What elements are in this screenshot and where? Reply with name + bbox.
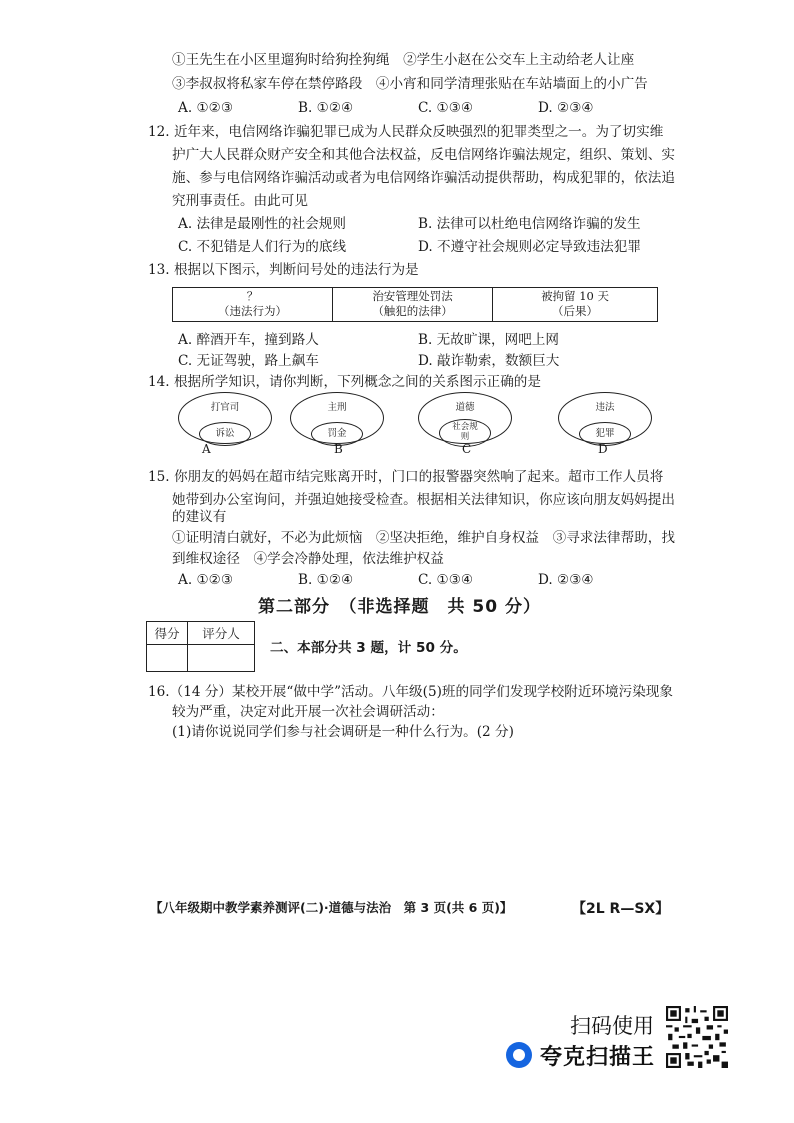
- q13-cell-law-value: 治安管理处罚法: [372, 289, 453, 303]
- q12-stem-line-1: 12. 近年来，电信网络诈骗犯罪已成为人民群众反映强烈的犯罪类型之一。为了切实维: [148, 124, 664, 140]
- q13-cell-law-label: （触犯的法律）: [372, 304, 453, 318]
- footer-right: 【2L R—SX】: [572, 901, 670, 917]
- q13-cell-law: [333, 288, 493, 322]
- q12-stem-line-2: 护广大人民群众财产安全和其他合法权益，反电信网络诈骗法规定，组织、策划、实: [172, 147, 675, 163]
- q14-stem: 14. 根据所学知识，请你判断，下列概念之间的关系图示正确的是: [148, 374, 541, 390]
- q12-option-b: B. 法律可以杜绝电信网络诈骗的发生: [418, 216, 641, 232]
- q16-stem-line-1: 16.（14 分）某校开展“做中学”活动。八年级(5)班的同学们发现学校附近环境污染现象: [148, 684, 673, 700]
- q13-cell-consequence: [493, 288, 658, 322]
- q13-option-c: C. 无证驾驶，路上飙车: [178, 353, 319, 369]
- q15-stem-line-3: 的建议有: [172, 509, 227, 525]
- q14-diagram-c-inner-label: 社会规则: [452, 422, 478, 442]
- q15-statement-line-2: 到维权途径 ④学会冷静处理，依法维护权益: [172, 551, 444, 567]
- q11-statement-line-2: ③李叔叔将私家车停在禁停路段 ④小宵和同学清理张贴在车站墙面上的小广告: [172, 76, 648, 92]
- q13-flow-table: [172, 287, 658, 322]
- q13-option-b: B. 无故旷课，网吧上网: [418, 332, 559, 348]
- q12-option-c: C. 不犯错是人们行为的底线: [178, 239, 347, 255]
- q15-stem-line-1: 15. 你朋友的妈妈在超市结完账离开时，门口的报警器突然响了起来。超市工作人员将: [148, 469, 664, 485]
- q12-option-a: A. 法律是最刚性的社会规则: [178, 216, 346, 232]
- quark-logo-icon: [506, 1042, 532, 1068]
- q14-diagram-d: [558, 392, 658, 454]
- q11-option-c: C. ①③④: [418, 100, 474, 116]
- qr-code-icon[interactable]: [666, 1006, 728, 1068]
- q14-diagram-c-outer-label: 道德: [455, 402, 475, 413]
- q13-cell-violation-value: ？: [246, 289, 259, 303]
- q14-diagram-b-inner-label: 罚金: [327, 428, 347, 439]
- q15-option-a: A. ①②③: [178, 572, 234, 588]
- q14-diagram-c-caption: C: [462, 442, 472, 456]
- q15-stem-line-2: 她带到办公室询问，并强迫她接受检查。根据相关法律知识，你应该向朋友妈妈提出: [172, 492, 675, 508]
- part2-title: 第二部分 （非选择题 共 50 分）: [258, 597, 541, 617]
- q15-option-b: B. ①②④: [298, 572, 354, 588]
- q16-stem-line-2: 较为严重，决定对此开展一次社会调研活动：: [172, 704, 444, 720]
- q13-cell-violation-label: （违法行为）: [218, 304, 288, 318]
- q14-diagram-a-inner-label: 诉讼: [215, 428, 235, 439]
- q14-diagram-b-caption: B: [334, 442, 343, 456]
- score-box: [146, 621, 255, 672]
- score-cell[interactable]: [147, 645, 188, 672]
- q13-stem: 13. 根据以下图示，判断问号处的违法行为是: [148, 262, 419, 278]
- q14-diagram-d-caption: D: [598, 442, 608, 456]
- grader-label: 评分人: [188, 622, 255, 645]
- q13-option-a: A. 醉酒开车，撞到路人: [178, 332, 319, 348]
- q12-stem-line-3: 施、参与电信网络诈骗活动或者为电信网络诈骗活动提供帮助，构成犯罪的，依法追: [172, 170, 675, 186]
- q15-option-d: D. ②③④: [538, 572, 594, 588]
- q15-option-c: C. ①③④: [418, 572, 474, 588]
- scan-to-use-text: 扫码使用: [570, 1014, 654, 1038]
- q16-subquestion-1: (1)请你说说同学们参与社会调研是一种什么行为。(2 分): [172, 724, 514, 740]
- q11-option-a: A. ①②③: [178, 100, 234, 116]
- q14-diagram-b-outer-label: 主刑: [327, 402, 347, 413]
- q14-diagram-a: [178, 392, 278, 454]
- q14-diagram-d-outer-label: 违法: [595, 402, 615, 413]
- q13-cell-consequence-value: 被拘留 10 天: [541, 289, 610, 303]
- q14-diagram-b: [290, 392, 390, 454]
- part2-instruction: 二、本部分共 3 题，计 50 分。: [270, 640, 467, 656]
- q11-option-b: B. ①②④: [298, 100, 354, 116]
- q11-statement-line-1: ①王先生在小区里遛狗时给狗拴狗绳 ②学生小赵在公交车上主动给老人让座: [172, 52, 635, 68]
- q13-cell-consequence-label: （后果）: [552, 304, 599, 318]
- q14-diagram-c: [418, 392, 518, 454]
- q13-option-d: D. 敲诈勒索，数额巨大: [418, 353, 560, 369]
- footer-left: 【八年级期中教学素养测评(二)·道德与法治 第 3 页(共 6 页)】: [150, 900, 513, 915]
- q12-option-d: D. 不遵守社会规则必定导致违法犯罪: [418, 239, 641, 255]
- grader-cell[interactable]: [188, 645, 255, 672]
- q14-diagram-a-caption: A: [202, 442, 211, 456]
- scanner-brand: [506, 1040, 655, 1070]
- score-label: 得分: [147, 622, 188, 645]
- q15-statement-line-1: ①证明清白就好，不必为此烦恼 ②坚决拒绝，维护自身权益 ③寻求法律帮助，找: [172, 530, 675, 546]
- q12-stem-line-4: 究刑事责任。由此可见: [172, 193, 308, 209]
- q14-diagram-d-inner-label: 犯罪: [595, 428, 615, 439]
- q13-cell-violation: [173, 288, 333, 322]
- scanner-brand-name: 夸克扫描王: [540, 1044, 656, 1070]
- q14-diagram-a-outer-label: 打官司: [210, 402, 240, 413]
- q11-option-d: D. ②③④: [538, 100, 594, 116]
